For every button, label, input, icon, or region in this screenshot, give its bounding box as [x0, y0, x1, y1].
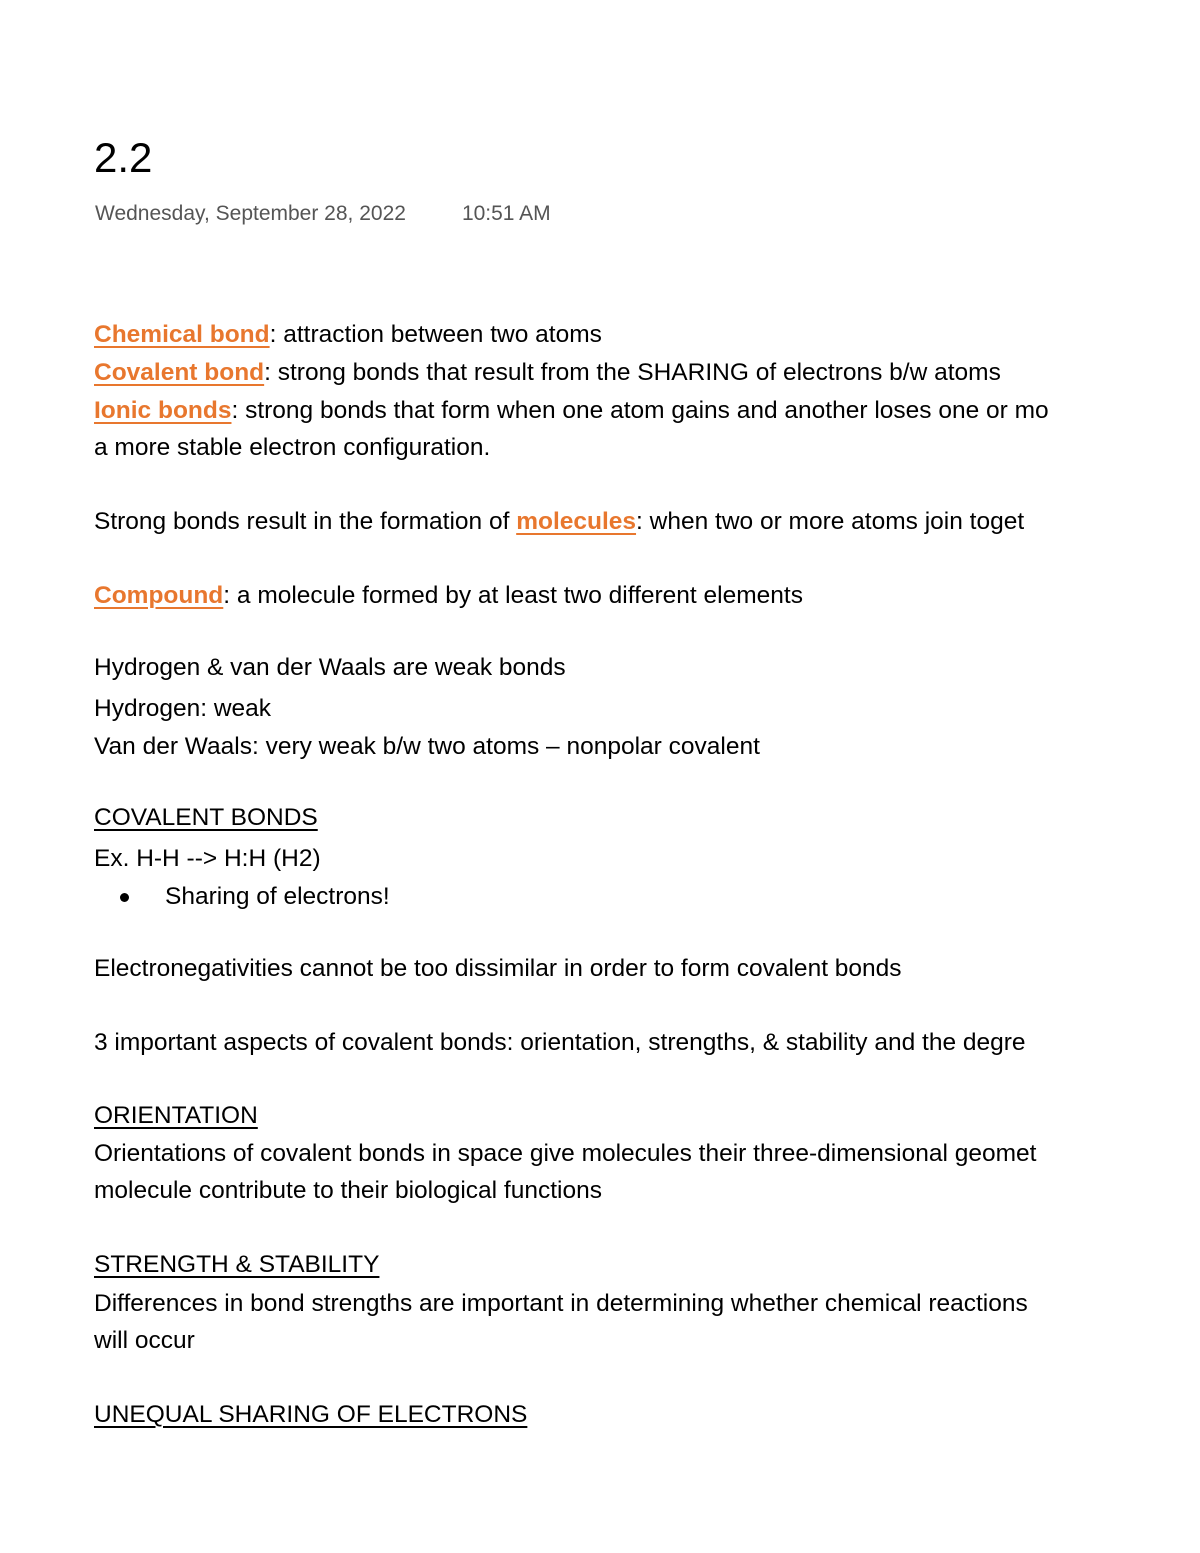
covalent-bond-text: : strong bonds that result from the SHARING of electrons b/w atoms	[264, 359, 1001, 386]
page-date: Wednesday, September 28, 2022	[95, 202, 406, 225]
ionic-bonds-definition	[94, 395, 1049, 427]
molecules-definition	[94, 506, 1024, 538]
chemical-bond-definition	[94, 319, 602, 351]
covalent-aspects: 3 important aspects of covalent bonds: orientation, strengths, & stability and the degre	[94, 1029, 1026, 1056]
covalent-bond-definition	[94, 357, 1001, 389]
strength-line-1: Differences in bond strengths are important in determining whether chemical reactions	[94, 1290, 1028, 1317]
covalent-bullet-text: Sharing of electrons!	[165, 883, 390, 910]
bullet-icon	[120, 893, 129, 902]
molecules-post: : when two or more atoms join toget	[636, 508, 1025, 535]
unequal-sharing-heading: UNEQUAL SHARING OF ELECTRONS	[94, 1401, 528, 1428]
page-time: 10:51 AM	[461, 202, 551, 225]
strength-heading: STRENGTH & STABILITY	[94, 1251, 380, 1278]
compound-text: : a molecule formed by at least two different elements	[223, 582, 803, 609]
ionic-bonds-text: : strong bonds that form when one atom gains and another loses one or mo	[231, 397, 1049, 424]
ionic-bonds-term: Ionic bonds	[94, 397, 232, 424]
compound-definition	[94, 580, 803, 612]
orientation-line-2: molecule contribute to their biological functions	[94, 1177, 602, 1204]
weak-bonds-line-2: Hydrogen: weak	[94, 695, 272, 722]
electronegativity-note: Electronegativities cannot be too dissimilar in order to form covalent bonds	[94, 955, 902, 982]
weak-bonds-line-1: Hydrogen & van der Waals are weak bonds	[94, 654, 566, 681]
ionic-bonds-continuation: a more stable electron configuration.	[94, 434, 491, 461]
covalent-example: Ex. H-H --> H:H (H2)	[94, 845, 321, 872]
weak-bonds-line-3: Van der Waals: very weak b/w two atoms – nonpolar covalent	[94, 733, 760, 760]
chemical-bond-term: Chemical bond	[94, 321, 270, 348]
molecules-term: molecules	[516, 508, 637, 535]
orientation-heading: ORIENTATION	[94, 1102, 258, 1129]
molecules-pre: Strong bonds result in the formation of	[94, 508, 517, 535]
strength-line-2: will occur	[94, 1327, 195, 1354]
page-title: 2.2	[94, 134, 153, 181]
orientation-line-1: Orientations of covalent bonds in space give molecules their three-dimensional geomet	[94, 1140, 1037, 1167]
covalent-bond-term: Covalent bond	[94, 359, 265, 386]
chemical-bond-text: : attraction between two atoms	[269, 321, 602, 348]
covalent-bonds-heading: COVALENT BONDS	[94, 804, 318, 831]
page-timestamp	[95, 200, 551, 228]
compound-term: Compound	[94, 582, 224, 609]
